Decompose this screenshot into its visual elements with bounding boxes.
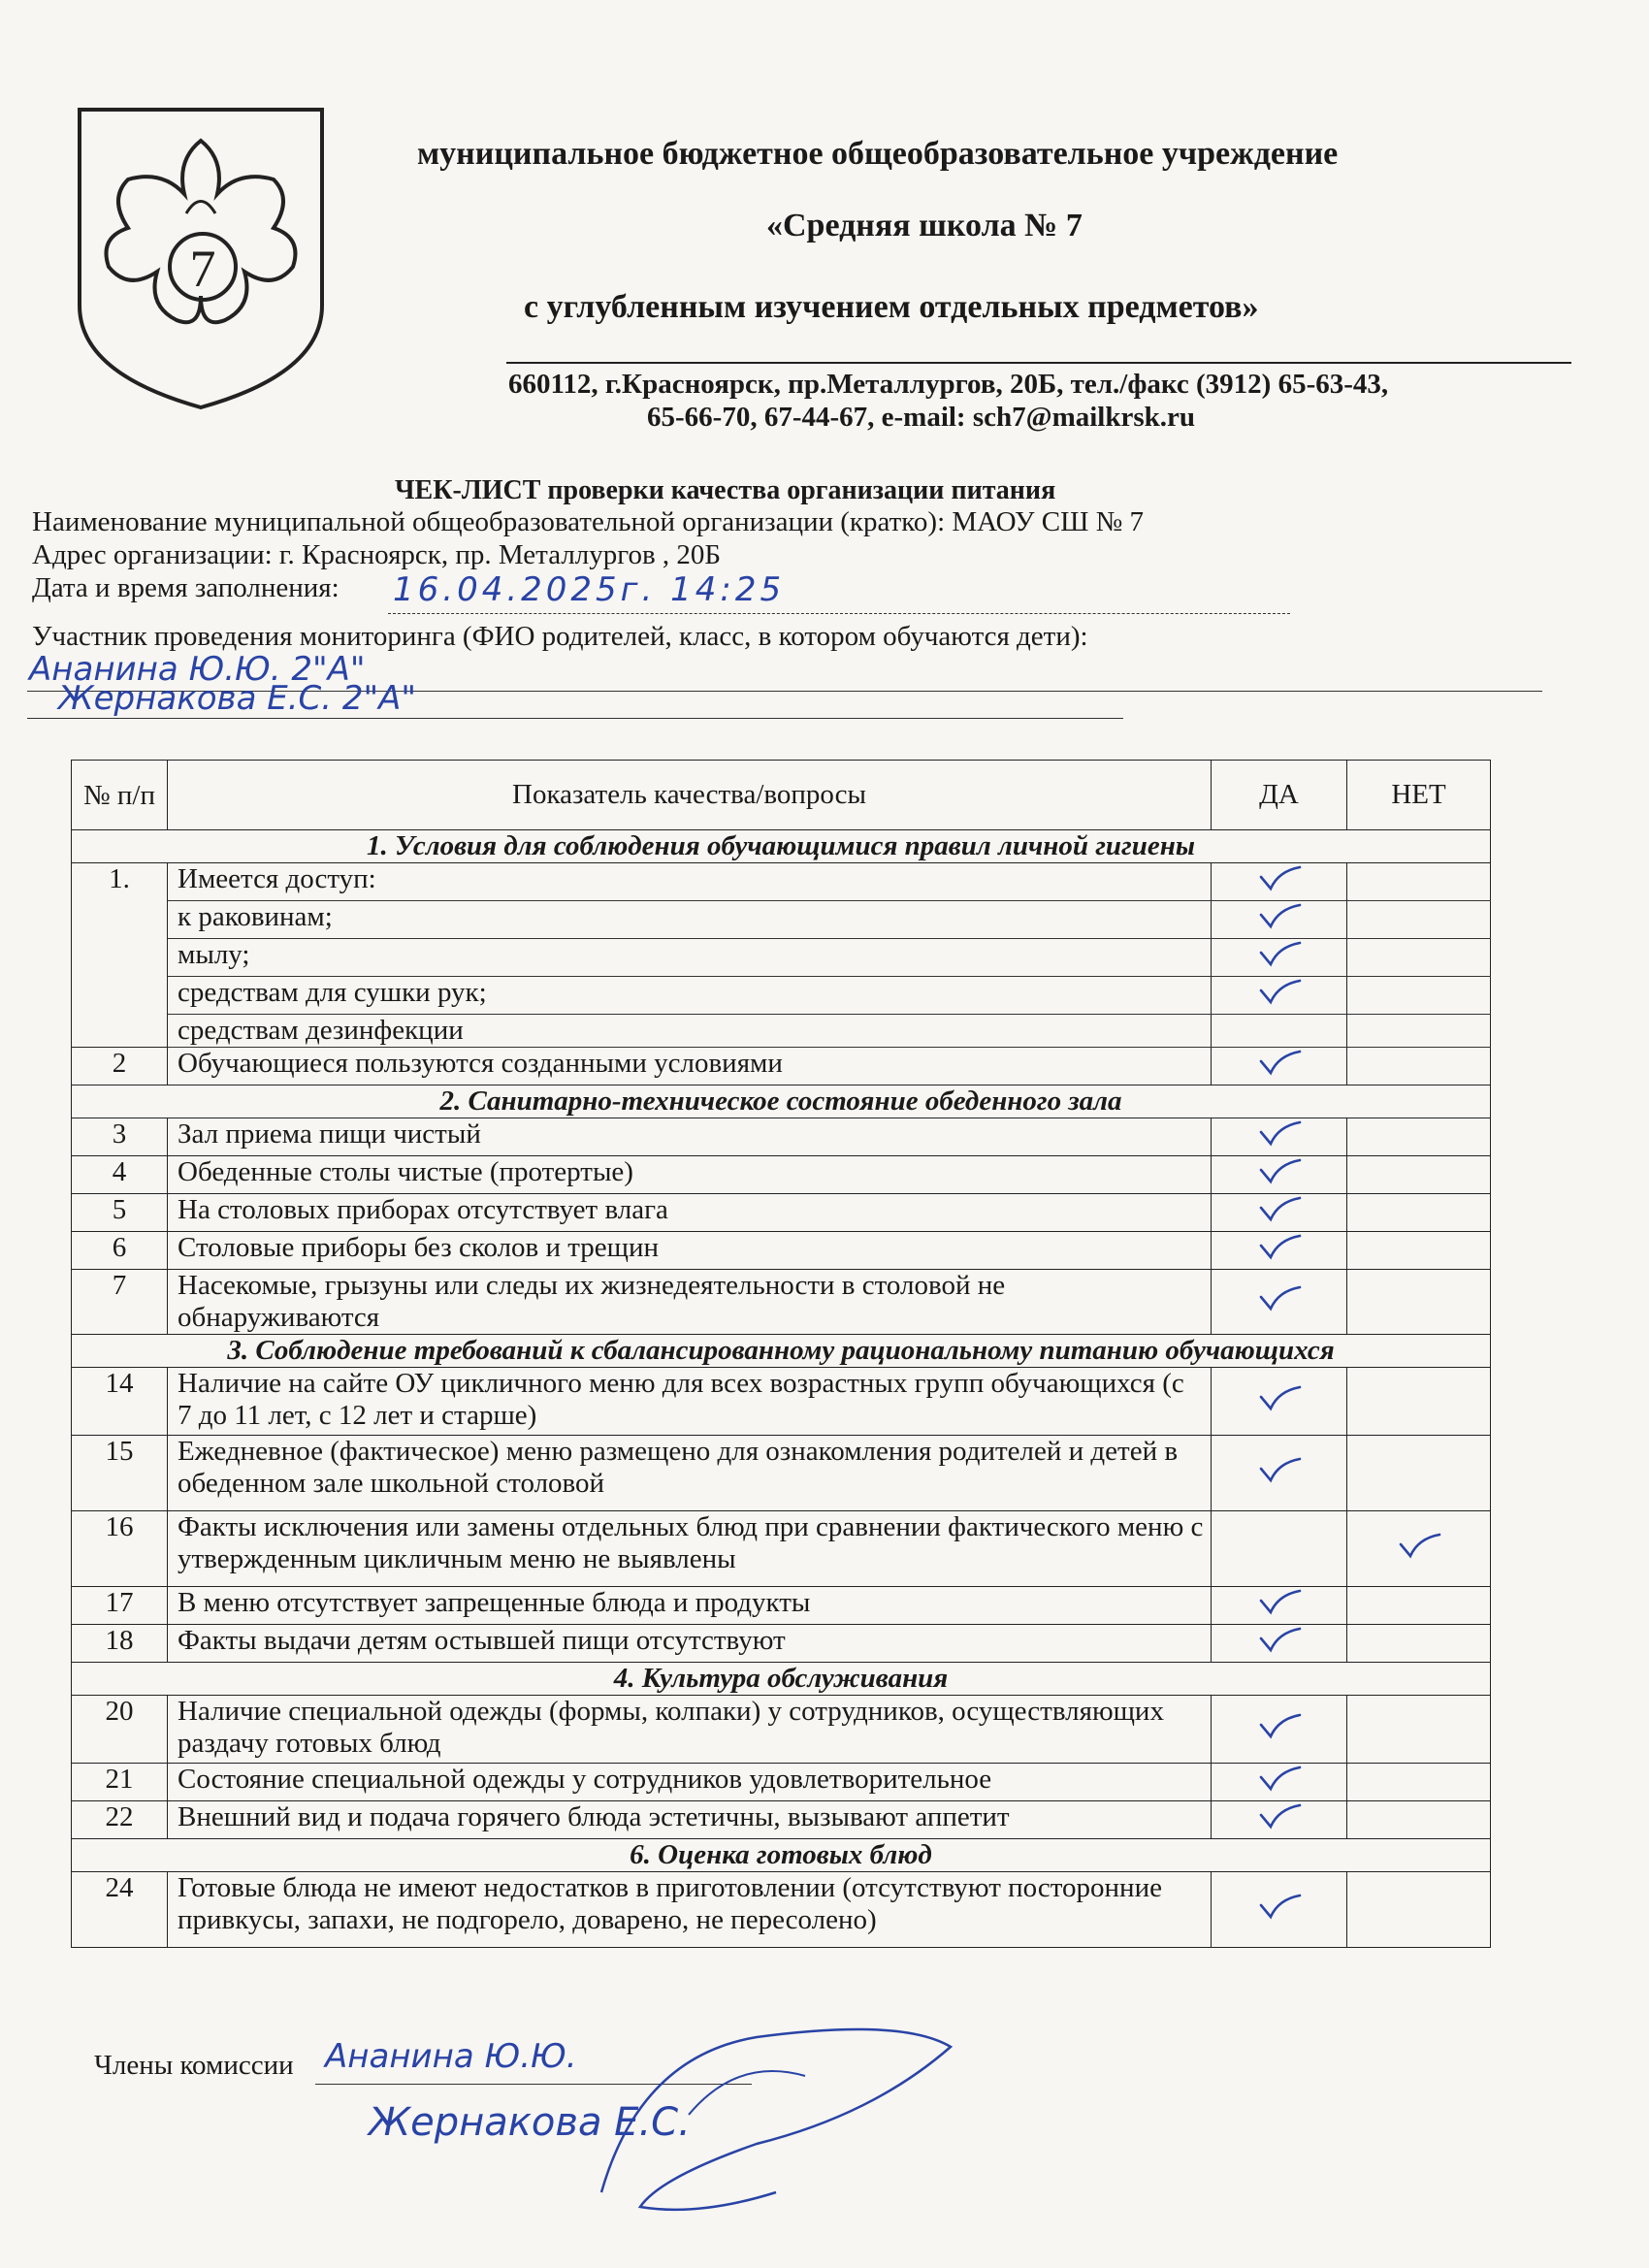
checkmark-icon	[1257, 1587, 1302, 1616]
participant-1: Ананина Ю.Ю. 2"А"	[29, 650, 366, 689]
no-cell[interactable]	[1347, 863, 1491, 901]
row-number: 5	[72, 1194, 168, 1232]
signature-scribble	[582, 1998, 989, 2221]
org-address-line-2: 65-66-70, 67-44-67, e-mail: sch7@mailkrsk.ru	[647, 402, 1196, 433]
yes-cell[interactable]	[1212, 1587, 1347, 1625]
table-row	[72, 1015, 1491, 1048]
org-address-field: Адрес организации: г. Красноярск, пр. Металлургов , 20Б	[32, 539, 722, 570]
yes-cell[interactable]	[1212, 1232, 1347, 1270]
checkmark-icon	[1257, 1801, 1302, 1831]
section-title: 6. Оценка готовых блюд	[72, 1839, 1491, 1872]
table-row	[72, 1048, 1491, 1085]
section-title: 1. Условия для соблюдения обучающимися правил личной гигиены	[72, 830, 1491, 863]
yes-cell[interactable]	[1212, 977, 1347, 1015]
col-header-no: НЕТ	[1347, 761, 1491, 830]
row-indicator: Зал приема пищи чистый	[168, 1118, 1212, 1156]
yes-cell[interactable]	[1212, 1015, 1347, 1048]
section-header-5	[72, 1839, 1491, 1872]
table-row	[72, 863, 1491, 901]
table-row	[72, 939, 1491, 977]
row-number	[72, 977, 168, 1015]
row-number: 2	[72, 1048, 168, 1085]
no-cell[interactable]	[1347, 1156, 1491, 1194]
table-row	[72, 1872, 1491, 1948]
yes-cell[interactable]	[1212, 1511, 1347, 1587]
col-header-yes: ДА	[1212, 761, 1347, 830]
checkmark-icon	[1257, 939, 1302, 968]
checkmark-icon	[1257, 977, 1302, 1006]
table-row	[72, 1270, 1491, 1335]
yes-cell[interactable]	[1212, 1436, 1347, 1511]
no-cell[interactable]	[1347, 901, 1491, 939]
table-row	[72, 1587, 1491, 1625]
section-title: 3. Соблюдение требований к сбалансированному рациональному питанию обучающихся	[72, 1335, 1491, 1368]
yes-cell[interactable]	[1212, 1156, 1347, 1194]
table-row	[72, 1625, 1491, 1663]
checklist-table	[71, 760, 1491, 1948]
row-number: 14	[72, 1368, 168, 1436]
no-cell[interactable]	[1347, 939, 1491, 977]
checkmark-icon	[1257, 1455, 1302, 1484]
yes-cell[interactable]	[1212, 863, 1347, 901]
section-header-1	[72, 830, 1491, 863]
no-cell[interactable]	[1347, 1436, 1491, 1511]
row-number: 21	[72, 1764, 168, 1801]
row-indicator: к раковинам;	[168, 901, 1212, 939]
no-cell[interactable]	[1347, 1368, 1491, 1436]
row-number: 16	[72, 1511, 168, 1587]
row-indicator: Ежедневное (фактическое) меню размещено для ознакомления родителей и детей в обеденном зале школьной столовой	[168, 1436, 1212, 1511]
checkmark-icon	[1257, 1892, 1302, 1921]
checkmark-icon	[1257, 1625, 1302, 1654]
no-cell[interactable]	[1347, 1511, 1491, 1587]
yes-cell[interactable]	[1212, 901, 1347, 939]
school-crest-icon	[70, 102, 332, 412]
col-header-num: № п/п	[72, 761, 168, 830]
table-row	[72, 1232, 1491, 1270]
row-number: 4	[72, 1156, 168, 1194]
checkmark-icon	[1257, 901, 1302, 930]
row-indicator: средствам дезинфекции	[168, 1015, 1212, 1048]
table-row	[72, 1801, 1491, 1839]
yes-cell[interactable]	[1212, 1194, 1347, 1232]
row-indicator: Наличие на сайте ОУ цикличного меню для всех возрастных групп обучающихся (с 7 до 11 лет, с 12 лет и старше)	[168, 1368, 1212, 1436]
row-indicator: Столовые приборы без сколов и трещин	[168, 1232, 1212, 1270]
row-number: 18	[72, 1625, 168, 1663]
row-indicator: Имеется доступ:	[168, 863, 1212, 901]
crest-number: 7	[189, 240, 216, 298]
checklist-body	[72, 830, 1491, 1948]
no-cell[interactable]	[1347, 1048, 1491, 1085]
yes-cell[interactable]	[1212, 1118, 1347, 1156]
table-row	[72, 1696, 1491, 1764]
participant-label: Участник проведения мониторинга (ФИО родителей, класс, в котором обучаются дети):	[32, 621, 1088, 652]
participant-underline-2	[27, 718, 1123, 719]
yes-cell[interactable]	[1212, 1872, 1347, 1948]
row-indicator: Наличие специальной одежды (формы, колпаки) у сотрудников, осуществляющих раздачу готовых блюд	[168, 1696, 1212, 1764]
row-indicator: Факты исключения или замены отдельных блюд при сравнении фактического меню с утвержденным цикличным меню не выявлены	[168, 1511, 1212, 1587]
table-row	[72, 1156, 1491, 1194]
checkmark-icon	[1257, 1232, 1302, 1261]
commission-signature-1: Ананина Ю.Ю.	[325, 2037, 577, 2076]
table-row	[72, 1511, 1491, 1587]
datetime-value: 16.04.2025г. 14:25	[393, 570, 786, 609]
checkmark-icon	[1257, 1283, 1302, 1312]
datetime-underline	[388, 613, 1290, 614]
no-cell[interactable]	[1347, 1764, 1491, 1801]
no-cell[interactable]	[1347, 1194, 1491, 1232]
row-indicator: Насекомые, грызуны или следы их жизнедеятельности в столовой не обнаруживаются	[168, 1270, 1212, 1335]
checkmark-icon	[1257, 1764, 1302, 1793]
no-cell[interactable]	[1347, 1696, 1491, 1764]
no-cell[interactable]	[1347, 1872, 1491, 1948]
org-name-line-3: с углубленным изучением отдельных предметов»	[524, 289, 1259, 325]
yes-cell[interactable]	[1212, 1801, 1347, 1839]
yes-cell[interactable]	[1212, 1764, 1347, 1801]
row-number: 15	[72, 1436, 168, 1511]
row-number: 24	[72, 1872, 168, 1948]
row-number	[72, 939, 168, 977]
no-cell[interactable]	[1347, 1232, 1491, 1270]
row-number	[72, 1015, 168, 1048]
row-indicator: Обучающиеся пользуются созданными условиями	[168, 1048, 1212, 1085]
col-header-indicator: Показатель качества/вопросы	[168, 761, 1212, 830]
row-number: 1.	[72, 863, 168, 901]
section-header-4	[72, 1663, 1491, 1696]
checkmark-icon	[1257, 1383, 1302, 1412]
yes-cell[interactable]	[1212, 1048, 1347, 1085]
row-number	[72, 901, 168, 939]
checkmark-icon	[1257, 1048, 1302, 1077]
row-number: 6	[72, 1232, 168, 1270]
table-row	[72, 1368, 1491, 1436]
org-name-line-1: муниципальное бюджетное общеобразовательное учреждение	[417, 136, 1339, 172]
form-title: ЧЕК-ЛИСТ проверки качества организации питания	[395, 475, 1056, 505]
no-cell[interactable]	[1347, 1270, 1491, 1335]
checkmark-icon	[1397, 1531, 1441, 1560]
no-cell[interactable]	[1347, 977, 1491, 1015]
section-header-2	[72, 1085, 1491, 1118]
no-cell[interactable]	[1347, 1015, 1491, 1048]
participant-2: Жернакова Е.С. 2"А"	[58, 679, 417, 718]
checkmark-icon	[1257, 1711, 1302, 1740]
row-number: 22	[72, 1801, 168, 1839]
section-header-3	[72, 1335, 1491, 1368]
row-number: 20	[72, 1696, 168, 1764]
row-indicator: На столовых приборах отсутствует влага	[168, 1194, 1212, 1232]
section-title: 2. Санитарно-техническое состояние обеденного зала	[72, 1085, 1491, 1118]
row-indicator: Факты выдачи детям остывшей пищи отсутствуют	[168, 1625, 1212, 1663]
row-indicator: В меню отсутствует запрещенные блюда и продукты	[168, 1587, 1212, 1625]
commission-label: Члены комиссии	[94, 2050, 294, 2081]
table-header-row	[72, 761, 1491, 830]
row-number: 7	[72, 1270, 168, 1335]
header-divider	[506, 362, 1571, 364]
table-row	[72, 901, 1491, 939]
checkmark-icon	[1257, 1194, 1302, 1223]
table-row	[72, 1194, 1491, 1232]
row-number: 3	[72, 1118, 168, 1156]
no-cell[interactable]	[1347, 1118, 1491, 1156]
no-cell[interactable]	[1347, 1625, 1491, 1663]
row-indicator: Состояние специальной одежды у сотрудников удовлетворительное	[168, 1764, 1212, 1801]
section-title: 4. Культура обслуживания	[72, 1663, 1491, 1696]
table-row	[72, 1764, 1491, 1801]
checkmark-icon	[1257, 1156, 1302, 1185]
checkmark-icon	[1257, 863, 1302, 892]
no-cell[interactable]	[1347, 1801, 1491, 1839]
table-row	[72, 1436, 1491, 1511]
table-row	[72, 977, 1491, 1015]
commission-signature-2: Жернакова Е.С.	[369, 2100, 691, 2145]
checkmark-icon	[1257, 1118, 1302, 1148]
datetime-label: Дата и время заполнения:	[32, 572, 340, 603]
yes-cell[interactable]	[1212, 1696, 1347, 1764]
org-address-line-1: 660112, г.Красноярск, пр.Металлургов, 20Б, тел./факс (3912) 65-63-43,	[508, 369, 1389, 400]
org-name-field: Наименование муниципальной общеобразовательной организации (кратко): МАОУ СШ № 7	[32, 506, 1145, 537]
row-indicator: средствам для сушки рук;	[168, 977, 1212, 1015]
row-number: 17	[72, 1587, 168, 1625]
yes-cell[interactable]	[1212, 1270, 1347, 1335]
org-name-line-2: «Средняя школа № 7	[766, 208, 1083, 243]
row-indicator: мылу;	[168, 939, 1212, 977]
table-row	[72, 1118, 1491, 1156]
row-indicator: Обеденные столы чистые (протертые)	[168, 1156, 1212, 1194]
row-indicator: Внешний вид и подача горячего блюда эстетичны, вызывают аппетит	[168, 1801, 1212, 1839]
yes-cell[interactable]	[1212, 939, 1347, 977]
row-indicator: Готовые блюда не имеют недостатков в приготовлении (отсутствуют посторонние привкусы, запахи, не подгорело, доварено, не пересолено)	[168, 1872, 1212, 1948]
yes-cell[interactable]	[1212, 1625, 1347, 1663]
no-cell[interactable]	[1347, 1587, 1491, 1625]
yes-cell[interactable]	[1212, 1368, 1347, 1436]
